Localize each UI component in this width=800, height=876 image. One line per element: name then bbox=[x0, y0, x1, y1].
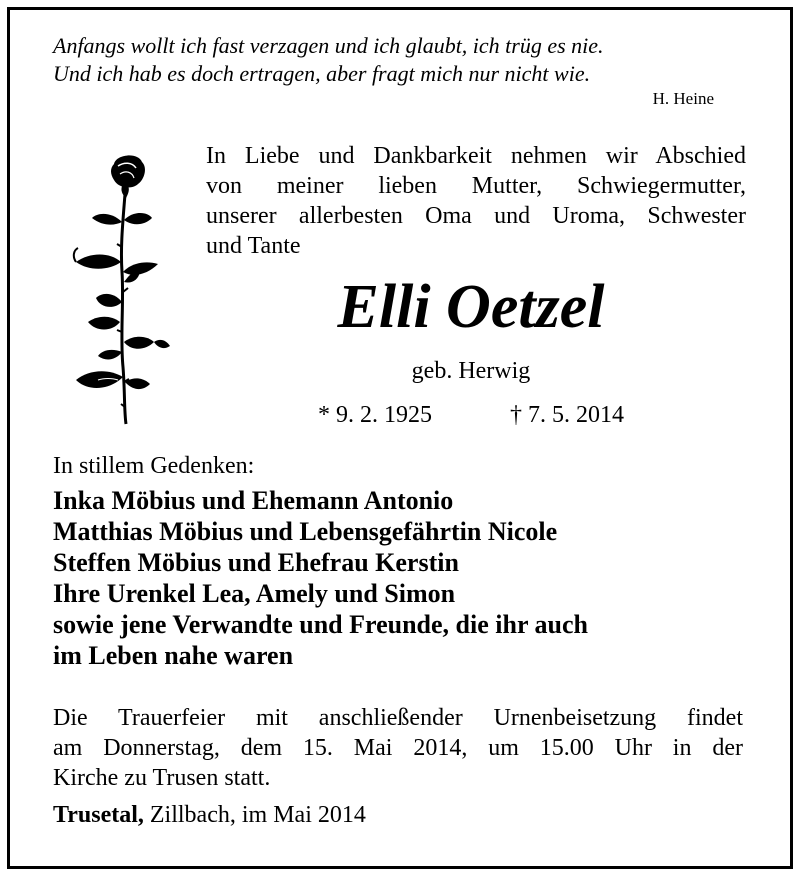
ceremony-line: Kirche zu Trusen statt. bbox=[53, 765, 271, 791]
place-town: Trusetal, bbox=[53, 802, 144, 828]
place-rest: Zillbach, im Mai 2014 bbox=[149, 802, 366, 828]
death-date: † 7. 5. 2014 bbox=[510, 402, 624, 428]
place-date-line bbox=[53, 800, 366, 830]
memory-label: In stillem Gedenken: bbox=[53, 453, 255, 479]
maiden-name: geb. Herwig bbox=[411, 358, 531, 384]
poem-author: H. Heine bbox=[652, 89, 714, 108]
ceremony-info bbox=[53, 703, 743, 793]
birth-date: * 9. 2. 1925 bbox=[318, 402, 432, 428]
ceremony-line: Die Trauerfeier mit anschließender Urnenbeisetzung findet bbox=[53, 705, 743, 731]
intro-line: und Tante bbox=[206, 233, 301, 259]
mourner-line: Inka Möbius und Ehemann Antonio bbox=[53, 486, 454, 515]
mourner-line: Steffen Möbius und Ehefrau Kerstin bbox=[53, 548, 459, 577]
mourner-line: sowie jene Verwandte und Freunde, die ihr auch bbox=[53, 610, 588, 639]
mourner-line: Matthias Möbius und Lebensgefährtin Nicole bbox=[53, 517, 558, 546]
intro-line: von meiner lieben Mutter, Schwiegermutter, bbox=[206, 173, 746, 199]
intro-line: unserer allerbesten Oma und Uroma, Schwester bbox=[206, 203, 746, 229]
poem-line: Und ich hab es doch ertragen, aber fragt mich nur nicht wie. bbox=[53, 61, 591, 86]
deceased-name: Elli Oetzel bbox=[337, 273, 605, 341]
mourner-line: Ihre Urenkel Lea, Amely und Simon bbox=[53, 579, 456, 608]
ceremony-line: am Donnerstag, dem 15. Mai 2014, um 15.00 Uhr in der bbox=[53, 735, 743, 761]
intro-text bbox=[206, 141, 746, 261]
mourners-list bbox=[53, 485, 588, 671]
intro-line: In Liebe und Dankbarkeit nehmen wir Abschied bbox=[206, 143, 746, 169]
poem-quote bbox=[53, 32, 604, 88]
rose-icon bbox=[68, 152, 178, 427]
poem-line: Anfangs wollt ich fast verzagen und ich glaubt, ich trüg es nie. bbox=[53, 33, 604, 58]
mourner-line: im Leben nahe waren bbox=[53, 641, 294, 670]
